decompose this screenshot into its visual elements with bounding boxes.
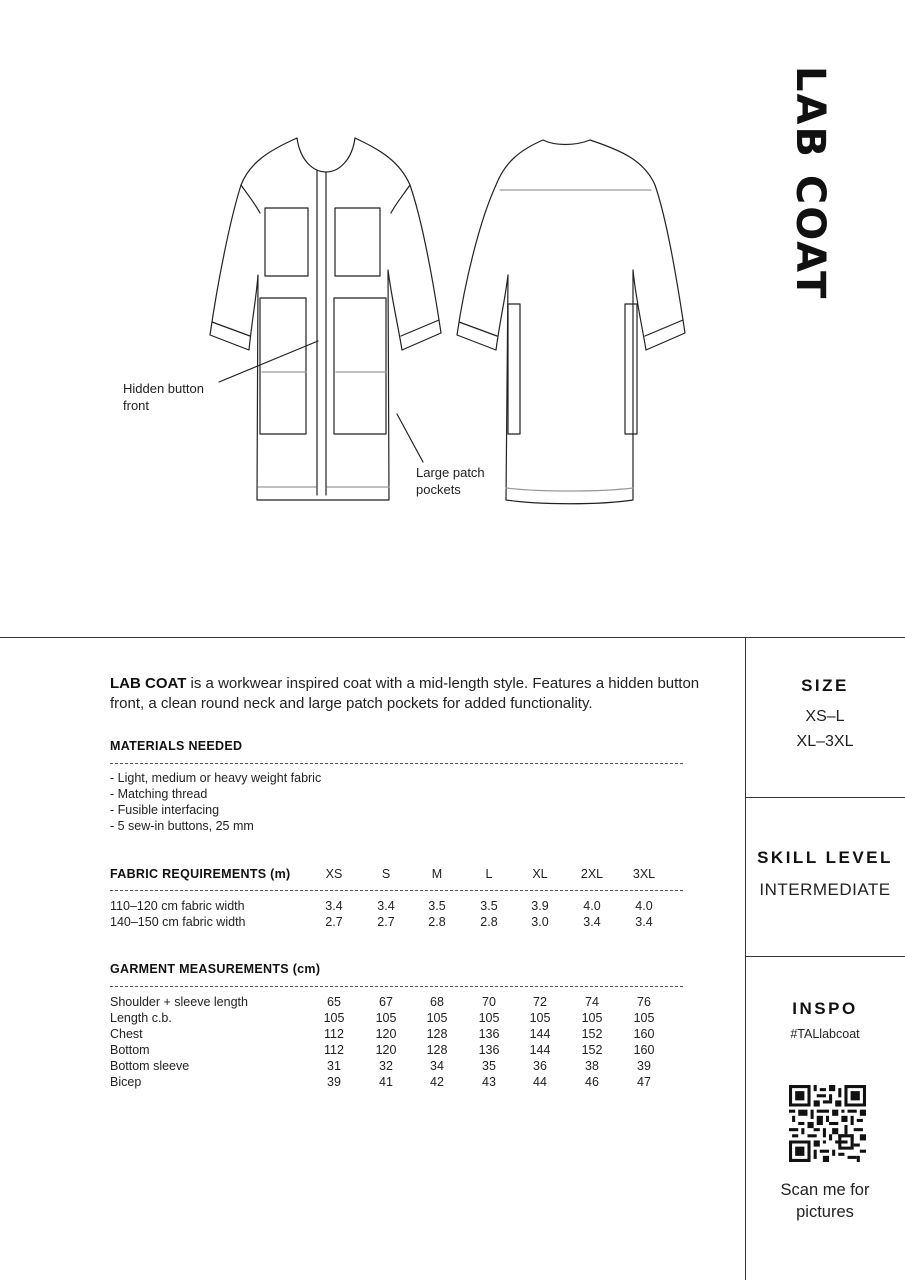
- size-header: XL: [532, 867, 548, 881]
- table-row: Chest 112 120 128 136 144 152 160: [110, 1027, 655, 1041]
- fabric-header-row: [110, 866, 710, 882]
- intro-text: is a workwear inspired coat with a mid-length style. Features a hidden button front, a clean round neck and large patch pockets for added functionality.: [110, 675, 700, 712]
- size-range: XS–L: [805, 708, 845, 725]
- dashed-rule: [110, 890, 683, 891]
- size-range: XL–3XL: [796, 733, 854, 750]
- size-header: S: [381, 867, 391, 881]
- table-row: Bicep 39 41 42 43 44 46 47: [110, 1075, 651, 1089]
- table-row: 140–150 cm fabric width 2.7 2.7 2.8 2.8 3.0 3.4 3.4: [110, 915, 653, 929]
- size-header: L: [485, 867, 493, 881]
- size-heading: SIZE: [801, 676, 849, 695]
- dashed-rule: [110, 763, 683, 764]
- intro-name: LAB COAT: [110, 675, 187, 692]
- coat-back-view: [457, 140, 685, 504]
- list-item: - Fusible interfacing: [110, 803, 220, 817]
- size-header: M: [431, 867, 443, 881]
- measurements-heading: GARMENT MEASUREMENTS (cm): [110, 962, 321, 976]
- sidebar-separator: [745, 797, 905, 798]
- list-item: - Light, medium or heavy weight fabric: [110, 771, 322, 785]
- coat-front-view: [210, 138, 441, 500]
- table-row: Bottom sleeve 31 32 34 35 36 38 39: [110, 1059, 651, 1073]
- list-item: - Matching thread: [110, 787, 208, 801]
- callout-large-patch-pockets: Large patch pockets: [416, 465, 485, 497]
- section-divider: [0, 637, 905, 638]
- inspo-hashtag: #TALlabcoat: [790, 1027, 860, 1041]
- materials-heading: MATERIALS NEEDED: [110, 739, 243, 753]
- table-row: 110–120 cm fabric width 3.4 3.4 3.5 3.5 3.9 4.0 4.0: [110, 899, 653, 913]
- table-row: Shoulder + sleeve length 65 67 68 70 72 74 76: [110, 995, 651, 1009]
- size-header: 3XL: [632, 867, 656, 881]
- qr-code-icon: [789, 1085, 866, 1162]
- qr-caption: Scan me for pictures: [780, 1181, 870, 1221]
- intro-paragraph: [110, 674, 710, 714]
- page-title: LAB COAT: [787, 66, 833, 301]
- coat-technical-drawing: [0, 0, 905, 620]
- size-header: XS: [325, 867, 343, 881]
- table-row: Length c.b. 105 105 105 105 105 105 105: [110, 1011, 655, 1025]
- skill-level-value: INTERMEDIATE: [759, 880, 891, 899]
- skill-level-heading: SKILL LEVEL: [757, 848, 893, 867]
- table-row: Bottom 112 120 128 136 144 152 160: [110, 1043, 655, 1057]
- fabric-heading: FABRIC REQUIREMENTS (m): [110, 867, 291, 881]
- materials-list: [110, 770, 321, 834]
- dashed-rule: [110, 986, 683, 987]
- sidebar-separator: [745, 956, 905, 957]
- list-item: - 5 sew-in buttons, 25 mm: [110, 819, 254, 833]
- size-header: 2XL: [580, 867, 604, 881]
- callout-hidden-button-front: Hidden button front: [123, 381, 204, 413]
- inspo-heading: INSPO: [792, 999, 858, 1018]
